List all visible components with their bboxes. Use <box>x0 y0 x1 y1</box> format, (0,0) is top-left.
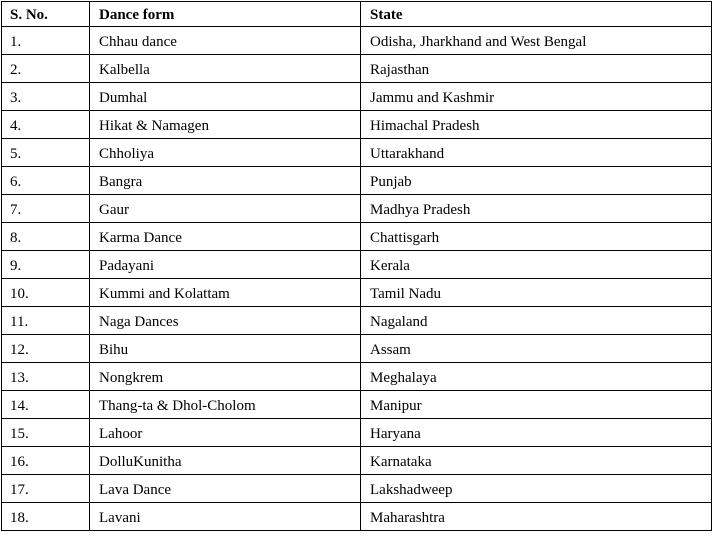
cell-serial-number: 3. <box>2 83 90 111</box>
table-row <box>2 279 712 307</box>
cell-dance-form: Bangra <box>90 167 361 195</box>
table-row <box>2 83 712 111</box>
table-row <box>2 391 712 419</box>
cell-serial-number: 6. <box>2 167 90 195</box>
cell-state: Odisha, Jharkhand and West Bengal <box>361 27 712 55</box>
cell-state: Assam <box>361 335 712 363</box>
cell-serial-number: 7. <box>2 195 90 223</box>
cell-serial-number: 11. <box>2 307 90 335</box>
table-row <box>2 251 712 279</box>
cell-state: Lakshadweep <box>361 475 712 503</box>
table-row <box>2 139 712 167</box>
cell-serial-number: 18. <box>2 503 90 531</box>
table-row <box>2 503 712 531</box>
cell-serial-number: 2. <box>2 55 90 83</box>
cell-state: Manipur <box>361 391 712 419</box>
cell-serial-number: 8. <box>2 223 90 251</box>
table-header <box>2 2 712 27</box>
cell-dance-form: Gaur <box>90 195 361 223</box>
cell-serial-number: 17. <box>2 475 90 503</box>
cell-dance-form: Naga Dances <box>90 307 361 335</box>
cell-dance-form: Thang-ta & Dhol-Cholom <box>90 391 361 419</box>
table-body <box>2 27 712 531</box>
cell-dance-form: Padayani <box>90 251 361 279</box>
table-row <box>2 307 712 335</box>
header-row <box>2 2 712 27</box>
header-state: State <box>361 2 712 27</box>
cell-state: Nagaland <box>361 307 712 335</box>
cell-state: Rajasthan <box>361 55 712 83</box>
cell-state: Himachal Pradesh <box>361 111 712 139</box>
cell-dance-form: Hikat & Namagen <box>90 111 361 139</box>
table-row <box>2 27 712 55</box>
cell-state: Chattisgarh <box>361 223 712 251</box>
cell-state: Tamil Nadu <box>361 279 712 307</box>
cell-dance-form: Kalbella <box>90 55 361 83</box>
cell-state: Kerala <box>361 251 712 279</box>
cell-serial-number: 9. <box>2 251 90 279</box>
cell-dance-form: Lava Dance <box>90 475 361 503</box>
table-row <box>2 55 712 83</box>
table-row <box>2 195 712 223</box>
table-row <box>2 363 712 391</box>
cell-dance-form: Nongkrem <box>90 363 361 391</box>
cell-dance-form: DolluKunitha <box>90 447 361 475</box>
dance-forms-table <box>1 1 712 531</box>
cell-dance-form: Dumhal <box>90 83 361 111</box>
cell-dance-form: Lahoor <box>90 419 361 447</box>
cell-dance-form: Karma Dance <box>90 223 361 251</box>
cell-serial-number: 16. <box>2 447 90 475</box>
cell-state: Punjab <box>361 167 712 195</box>
cell-dance-form: Chholiya <box>90 139 361 167</box>
cell-state: Haryana <box>361 419 712 447</box>
table-row <box>2 223 712 251</box>
cell-dance-form: Bihu <box>90 335 361 363</box>
cell-state: Madhya Pradesh <box>361 195 712 223</box>
cell-state: Jammu and Kashmir <box>361 83 712 111</box>
header-serial-number: S. No. <box>2 2 90 27</box>
table-row <box>2 447 712 475</box>
cell-dance-form: Chhau dance <box>90 27 361 55</box>
cell-state: Karnataka <box>361 447 712 475</box>
table-row <box>2 111 712 139</box>
cell-state: Meghalaya <box>361 363 712 391</box>
table-row <box>2 167 712 195</box>
cell-serial-number: 15. <box>2 419 90 447</box>
cell-dance-form: Kummi and Kolattam <box>90 279 361 307</box>
cell-serial-number: 10. <box>2 279 90 307</box>
cell-serial-number: 13. <box>2 363 90 391</box>
cell-dance-form: Lavani <box>90 503 361 531</box>
table-row <box>2 419 712 447</box>
table-row <box>2 335 712 363</box>
cell-serial-number: 5. <box>2 139 90 167</box>
cell-serial-number: 12. <box>2 335 90 363</box>
cell-state: Maharashtra <box>361 503 712 531</box>
cell-serial-number: 1. <box>2 27 90 55</box>
table-row <box>2 475 712 503</box>
header-dance-form: Dance form <box>90 2 361 27</box>
cell-state: Uttarakhand <box>361 139 712 167</box>
cell-serial-number: 14. <box>2 391 90 419</box>
cell-serial-number: 4. <box>2 111 90 139</box>
